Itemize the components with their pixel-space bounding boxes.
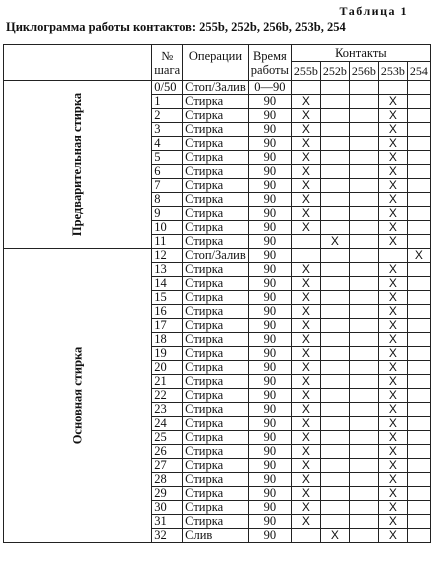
contact-mark-cell xyxy=(407,333,430,347)
step-cell: 15 xyxy=(152,291,183,305)
contact-mark-cell: X xyxy=(291,459,320,473)
contact-mark-cell xyxy=(320,389,349,403)
contact-mark-cell: X xyxy=(291,501,320,515)
contact-mark-cell: X xyxy=(378,235,407,249)
contact-mark-cell xyxy=(407,137,430,151)
contact-mark-cell xyxy=(291,235,320,249)
contact-mark-cell: X xyxy=(378,137,407,151)
time-cell: 90 xyxy=(248,123,291,137)
operation-cell: Стирка xyxy=(183,361,249,375)
contact-mark-cell xyxy=(349,137,378,151)
contact-mark-cell: X xyxy=(291,487,320,501)
contact-mark-cell xyxy=(291,249,320,263)
operation-cell: Стирка xyxy=(183,515,249,529)
contact-mark-cell: X xyxy=(291,151,320,165)
header-contact: 252b xyxy=(320,62,349,81)
step-cell: 21 xyxy=(152,375,183,389)
contact-mark-cell xyxy=(407,375,430,389)
operation-cell: Стирка xyxy=(183,95,249,109)
step-cell: 8 xyxy=(152,193,183,207)
step-cell: 0/50 xyxy=(152,81,183,95)
time-cell: 90 xyxy=(248,249,291,263)
time-cell: 90 xyxy=(248,319,291,333)
contact-mark-cell xyxy=(320,431,349,445)
contact-mark-cell xyxy=(407,263,430,277)
contact-mark-cell xyxy=(320,81,349,95)
contact-mark-cell xyxy=(320,417,349,431)
contact-mark-cell: X xyxy=(291,165,320,179)
contact-mark-cell xyxy=(320,473,349,487)
contact-mark-cell xyxy=(349,431,378,445)
time-cell: 90 xyxy=(248,333,291,347)
time-cell: 90 xyxy=(248,221,291,235)
operation-cell: Стирка xyxy=(183,305,249,319)
time-cell: 90 xyxy=(248,235,291,249)
contact-mark-cell xyxy=(349,193,378,207)
contact-mark-cell: X xyxy=(291,431,320,445)
contact-mark-cell xyxy=(349,333,378,347)
time-cell: 90 xyxy=(248,417,291,431)
contact-mark-cell xyxy=(320,109,349,123)
contact-mark-cell xyxy=(407,81,430,95)
contact-mark-cell: X xyxy=(378,207,407,221)
contact-mark-cell: X xyxy=(378,515,407,529)
contact-mark-cell: X xyxy=(320,529,349,543)
step-cell: 24 xyxy=(152,417,183,431)
contact-mark-cell: X xyxy=(291,515,320,529)
contact-mark-cell xyxy=(407,529,430,543)
operation-cell: Стирка xyxy=(183,207,249,221)
contact-mark-cell xyxy=(378,81,407,95)
contact-mark-cell xyxy=(407,487,430,501)
table-number: Таблица 1 xyxy=(339,4,408,18)
contact-mark-cell: X xyxy=(378,389,407,403)
contact-mark-cell xyxy=(407,207,430,221)
contact-mark-cell: X xyxy=(291,207,320,221)
operation-cell: Стирка xyxy=(183,417,249,431)
contact-mark-cell xyxy=(349,375,378,389)
time-cell: 90 xyxy=(248,109,291,123)
table-caption: Циклограмма работы контактов: 255b, 252b, 256b, 253b, 254 xyxy=(6,20,346,34)
contact-mark-cell: X xyxy=(378,403,407,417)
operation-cell: Стирка xyxy=(183,375,249,389)
contact-mark-cell xyxy=(349,403,378,417)
time-cell: 90 xyxy=(248,515,291,529)
contact-mark-cell xyxy=(407,403,430,417)
contact-mark-cell xyxy=(407,361,430,375)
operation-cell: Стирка xyxy=(183,151,249,165)
contact-mark-cell xyxy=(349,221,378,235)
operation-cell: Стирка xyxy=(183,263,249,277)
contact-mark-cell xyxy=(407,431,430,445)
operation-cell: Стирка xyxy=(183,501,249,515)
contact-mark-cell: X xyxy=(378,263,407,277)
contact-mark-cell: X xyxy=(291,403,320,417)
table-row xyxy=(4,81,431,95)
contact-mark-cell: X xyxy=(378,375,407,389)
contact-mark-cell: X xyxy=(291,193,320,207)
contact-mark-cell xyxy=(320,403,349,417)
contact-mark-cell: X xyxy=(378,361,407,375)
contact-mark-cell: X xyxy=(291,319,320,333)
contact-mark-cell: X xyxy=(378,319,407,333)
contact-mark-cell xyxy=(349,361,378,375)
contact-mark-cell: X xyxy=(378,473,407,487)
step-cell: 19 xyxy=(152,347,183,361)
time-cell: 90 xyxy=(248,95,291,109)
time-cell: 90 xyxy=(248,347,291,361)
header-contact: 254 xyxy=(407,62,430,81)
contact-mark-cell xyxy=(349,249,378,263)
contact-mark-cell xyxy=(349,207,378,221)
step-cell: 32 xyxy=(152,529,183,543)
contact-mark-cell xyxy=(349,515,378,529)
header-contact: 255b xyxy=(291,62,320,81)
contact-mark-cell xyxy=(407,95,430,109)
contact-mark-cell xyxy=(407,417,430,431)
header-step: № шага xyxy=(152,45,183,81)
contact-mark-cell xyxy=(407,445,430,459)
contact-mark-cell xyxy=(349,501,378,515)
operation-cell: Стирка xyxy=(183,291,249,305)
contact-mark-cell xyxy=(320,361,349,375)
step-cell: 18 xyxy=(152,333,183,347)
contact-mark-cell: X xyxy=(378,459,407,473)
time-cell: 90 xyxy=(248,361,291,375)
contact-mark-cell xyxy=(349,291,378,305)
contact-mark-cell: X xyxy=(291,389,320,403)
time-cell: 90 xyxy=(248,389,291,403)
operation-cell: Стирка xyxy=(183,459,249,473)
contact-mark-cell: X xyxy=(291,417,320,431)
contact-mark-cell: X xyxy=(378,445,407,459)
contact-mark-cell xyxy=(407,347,430,361)
contact-mark-cell xyxy=(320,445,349,459)
contact-mark-cell xyxy=(349,319,378,333)
operation-cell: Стирка xyxy=(183,319,249,333)
contact-mark-cell xyxy=(349,459,378,473)
contact-mark-cell xyxy=(320,277,349,291)
time-cell: 90 xyxy=(248,473,291,487)
contact-mark-cell: X xyxy=(291,445,320,459)
step-cell: 28 xyxy=(152,473,183,487)
step-cell: 29 xyxy=(152,487,183,501)
contact-mark-cell: X xyxy=(378,417,407,431)
contact-mark-cell: X xyxy=(378,193,407,207)
contact-mark-cell xyxy=(320,515,349,529)
contact-mark-cell: X xyxy=(378,109,407,123)
contact-mark-cell xyxy=(407,501,430,515)
contact-mark-cell xyxy=(407,319,430,333)
contact-mark-cell xyxy=(320,375,349,389)
contact-mark-cell xyxy=(349,151,378,165)
contact-mark-cell: X xyxy=(378,501,407,515)
time-cell: 0—90 xyxy=(248,81,291,95)
contact-mark-cell xyxy=(320,221,349,235)
time-cell: 90 xyxy=(248,445,291,459)
contact-mark-cell: X xyxy=(291,221,320,235)
contact-mark-cell: X xyxy=(378,277,407,291)
operation-cell: Стирка xyxy=(183,403,249,417)
contact-mark-cell xyxy=(349,123,378,137)
contact-mark-cell xyxy=(349,263,378,277)
contact-mark-cell xyxy=(407,151,430,165)
contact-mark-cell xyxy=(349,487,378,501)
operation-cell: Стирка xyxy=(183,445,249,459)
contact-mark-cell xyxy=(320,291,349,305)
contact-mark-cell xyxy=(407,291,430,305)
header-contacts-group: Контакты xyxy=(291,45,430,62)
time-cell: 90 xyxy=(248,277,291,291)
stage-label: Основная стирка xyxy=(70,346,85,445)
time-cell: 90 xyxy=(248,403,291,417)
table-body xyxy=(4,81,431,543)
step-cell: 26 xyxy=(152,445,183,459)
operation-cell: Стоп/Залив xyxy=(183,81,249,95)
stage-label-cell xyxy=(4,81,152,249)
contact-mark-cell xyxy=(349,417,378,431)
contact-mark-cell xyxy=(349,347,378,361)
time-cell: 90 xyxy=(248,375,291,389)
operation-cell: Стирка xyxy=(183,333,249,347)
operation-cell: Стирка xyxy=(183,389,249,403)
contact-mark-cell: X xyxy=(291,263,320,277)
time-cell: 90 xyxy=(248,151,291,165)
step-cell: 5 xyxy=(152,151,183,165)
operation-cell: Стирка xyxy=(183,193,249,207)
contact-mark-cell: X xyxy=(291,137,320,151)
step-cell: 10 xyxy=(152,221,183,235)
step-cell: 25 xyxy=(152,431,183,445)
time-cell: 90 xyxy=(248,137,291,151)
time-cell: 90 xyxy=(248,431,291,445)
contact-mark-cell xyxy=(349,235,378,249)
contact-mark-cell xyxy=(407,221,430,235)
operation-cell: Стоп/Залив xyxy=(183,249,249,263)
contact-mark-cell: X xyxy=(291,291,320,305)
step-cell: 27 xyxy=(152,459,183,473)
contact-mark-cell xyxy=(407,277,430,291)
step-cell: 17 xyxy=(152,319,183,333)
contact-mark-cell xyxy=(407,459,430,473)
time-cell: 90 xyxy=(248,501,291,515)
contact-mark-cell xyxy=(320,263,349,277)
time-cell: 90 xyxy=(248,263,291,277)
contact-mark-cell xyxy=(349,389,378,403)
stage-label-cell xyxy=(4,249,152,543)
contact-mark-cell xyxy=(320,333,349,347)
header-contact: 256b xyxy=(349,62,378,81)
step-cell: 1 xyxy=(152,95,183,109)
contact-mark-cell xyxy=(378,249,407,263)
time-cell: 90 xyxy=(248,165,291,179)
contact-mark-cell: X xyxy=(407,249,430,263)
operation-cell: Стирка xyxy=(183,123,249,137)
contact-mark-cell: X xyxy=(378,95,407,109)
contact-mark-cell: X xyxy=(378,179,407,193)
step-cell: 20 xyxy=(152,361,183,375)
contact-mark-cell xyxy=(349,109,378,123)
contact-mark-cell xyxy=(291,529,320,543)
contact-mark-cell: X xyxy=(291,109,320,123)
contact-mark-cell xyxy=(320,123,349,137)
contact-mark-cell: X xyxy=(378,221,407,235)
contact-mark-cell xyxy=(320,193,349,207)
contact-mark-cell xyxy=(291,81,320,95)
step-cell: 13 xyxy=(152,263,183,277)
step-cell: 9 xyxy=(152,207,183,221)
contact-mark-cell xyxy=(407,179,430,193)
step-cell: 22 xyxy=(152,389,183,403)
contact-mark-cell xyxy=(320,207,349,221)
time-cell: 90 xyxy=(248,305,291,319)
contact-mark-cell: X xyxy=(378,123,407,137)
cyclogram-table xyxy=(3,44,431,543)
contact-mark-cell xyxy=(320,459,349,473)
contact-mark-cell xyxy=(407,389,430,403)
operation-cell: Стирка xyxy=(183,137,249,151)
operation-cell: Стирка xyxy=(183,165,249,179)
time-cell: 90 xyxy=(248,459,291,473)
contact-mark-cell xyxy=(407,109,430,123)
contact-mark-cell: X xyxy=(291,95,320,109)
contact-mark-cell: X xyxy=(320,235,349,249)
header-operation: Операции xyxy=(183,45,249,81)
operation-cell: Стирка xyxy=(183,109,249,123)
contact-mark-cell xyxy=(320,347,349,361)
time-cell: 90 xyxy=(248,291,291,305)
contact-mark-cell: X xyxy=(378,347,407,361)
operation-cell: Стирка xyxy=(183,347,249,361)
step-cell: 14 xyxy=(152,277,183,291)
time-cell: 90 xyxy=(248,193,291,207)
contact-mark-cell xyxy=(349,179,378,193)
contact-mark-cell: X xyxy=(291,473,320,487)
contact-mark-cell: X xyxy=(378,431,407,445)
contact-mark-cell xyxy=(320,165,349,179)
contact-mark-cell xyxy=(407,165,430,179)
time-cell: 90 xyxy=(248,529,291,543)
contact-mark-cell: X xyxy=(378,291,407,305)
step-cell: 23 xyxy=(152,403,183,417)
step-cell: 11 xyxy=(152,235,183,249)
contact-mark-cell xyxy=(320,179,349,193)
contact-mark-cell xyxy=(407,473,430,487)
step-cell: 7 xyxy=(152,179,183,193)
contact-mark-cell: X xyxy=(378,305,407,319)
contact-mark-cell: X xyxy=(291,305,320,319)
contact-mark-cell xyxy=(320,137,349,151)
contact-mark-cell xyxy=(407,235,430,249)
contact-mark-cell: X xyxy=(378,529,407,543)
header-time: Время работы xyxy=(248,45,291,81)
contact-mark-cell xyxy=(349,95,378,109)
step-cell: 6 xyxy=(152,165,183,179)
contact-mark-cell xyxy=(320,95,349,109)
contact-mark-cell xyxy=(320,487,349,501)
time-cell: 90 xyxy=(248,207,291,221)
time-cell: 90 xyxy=(248,487,291,501)
step-cell: 4 xyxy=(152,137,183,151)
operation-cell: Стирка xyxy=(183,277,249,291)
contact-mark-cell xyxy=(349,445,378,459)
operation-cell: Стирка xyxy=(183,431,249,445)
step-cell: 30 xyxy=(152,501,183,515)
stage-header-cell xyxy=(4,45,152,81)
contact-mark-cell: X xyxy=(378,151,407,165)
operation-cell: Стирка xyxy=(183,473,249,487)
contact-mark-cell: X xyxy=(291,347,320,361)
contact-mark-cell: X xyxy=(378,487,407,501)
operation-cell: Стирка xyxy=(183,487,249,501)
contact-mark-cell xyxy=(349,473,378,487)
contact-mark-cell: X xyxy=(291,123,320,137)
step-cell: 12 xyxy=(152,249,183,263)
contact-mark-cell xyxy=(407,305,430,319)
contact-mark-cell xyxy=(349,165,378,179)
contact-mark-cell: X xyxy=(291,333,320,347)
stage-label: Предварительная стирка xyxy=(70,92,85,237)
step-cell: 16 xyxy=(152,305,183,319)
contact-mark-cell xyxy=(349,81,378,95)
header-contact: 253b xyxy=(378,62,407,81)
operation-cell: Слив xyxy=(183,529,249,543)
contact-mark-cell: X xyxy=(378,165,407,179)
operation-cell: Стирка xyxy=(183,221,249,235)
contact-mark-cell xyxy=(320,249,349,263)
contact-mark-cell xyxy=(320,501,349,515)
contact-mark-cell xyxy=(320,319,349,333)
contact-mark-cell xyxy=(349,529,378,543)
contact-mark-cell: X xyxy=(378,333,407,347)
contact-mark-cell xyxy=(349,277,378,291)
step-cell: 2 xyxy=(152,109,183,123)
step-cell: 3 xyxy=(152,123,183,137)
step-cell: 31 xyxy=(152,515,183,529)
contact-mark-cell: X xyxy=(291,375,320,389)
contact-mark-cell xyxy=(407,193,430,207)
time-cell: 90 xyxy=(248,179,291,193)
contact-mark-cell: X xyxy=(291,277,320,291)
contact-mark-cell: X xyxy=(291,361,320,375)
contact-mark-cell xyxy=(320,151,349,165)
contact-mark-cell xyxy=(349,305,378,319)
contact-mark-cell xyxy=(407,123,430,137)
operation-cell: Стирка xyxy=(183,179,249,193)
contact-mark-cell xyxy=(320,305,349,319)
table-row xyxy=(4,249,431,263)
operation-cell: Стирка xyxy=(183,235,249,249)
contact-mark-cell xyxy=(407,515,430,529)
contact-mark-cell: X xyxy=(291,179,320,193)
